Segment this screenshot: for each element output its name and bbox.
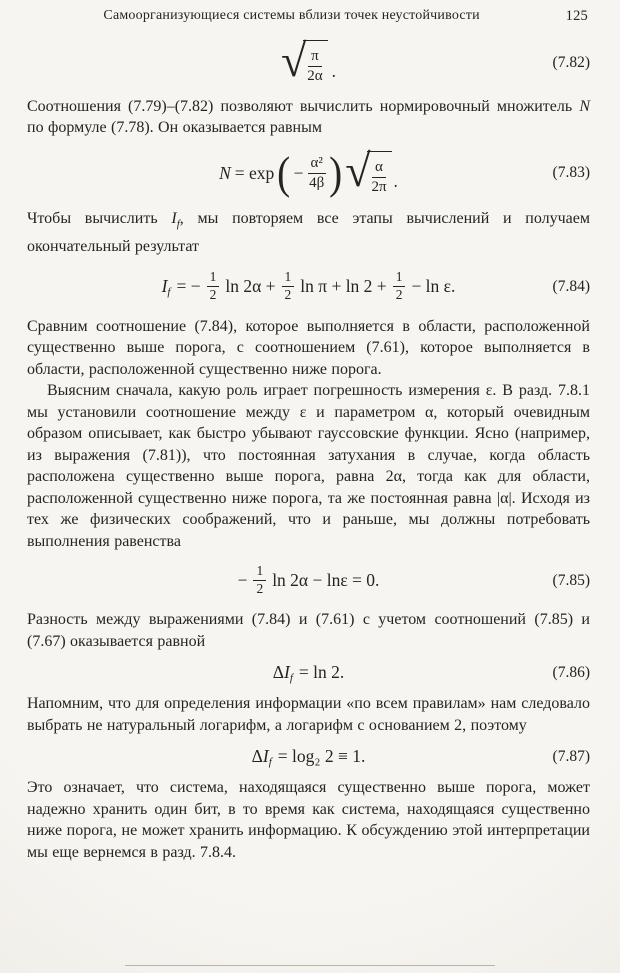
- equation-7-84: I $_f$ = − $\frac{1}{2}$ ln 2α + $\frac{1}{2}$ ln π + ln 2 + $\frac{1}{2}$ − ln ε. (7.84): [161, 269, 590, 303]
- equation-number: (7.83): [552, 164, 590, 182]
- paragraph: Чтобы вычислить $I_f$, мы повторяем все этапы вычислений и получаем окончательный результат: [27, 210, 590, 255]
- equation-number: (7.86): [552, 663, 590, 681]
- equation-7-86: Δ I $_f$ = ln 2. (7.86): [272, 662, 590, 685]
- fraction-half: $\frac{1}{2}$: [393, 270, 406, 303]
- equation-7-82: √ $\frac{\pi}{2\alpha}$ . (7.82): [281, 34, 590, 86]
- variable-If: I: [171, 210, 177, 227]
- equation-number: (7.82): [552, 53, 590, 71]
- square-root: √ $\frac{\pi}{2\alpha}$: [281, 40, 328, 86]
- fraction-half: $\frac{1}{2}$: [253, 564, 266, 597]
- equation-7-85: − $\frac{1}{2}$ ln 2α − lnε = 0. (7.85): [237, 563, 590, 597]
- fraction-half: $\frac{1}{2}$: [282, 270, 295, 303]
- page-header: [27, 8, 590, 28]
- square-root: √ $\frac{\alpha}{2\pi}$: [345, 151, 391, 197]
- variable-delta-If: Δ I $_f$: [251, 746, 272, 769]
- fraction-half: $\frac{1}{2}$: [207, 270, 220, 303]
- equation-7-83: N = exp ( − $\frac{\text{α²}}{4\beta}$ ) √ $\frac{\alpha}{2\pi}$ . (7.83): [219, 145, 590, 199]
- equation-number: (7.85): [552, 571, 590, 589]
- fraction: $\frac{\pi}{2\alpha}$: [307, 48, 323, 85]
- fraction: $\frac{\alpha}{2\pi}$: [371, 158, 387, 195]
- paragraph: Разность между выражениями (7.84) и (7.61) с учетом соотношений (7.85) и (7.67) оказывается равной: [27, 611, 590, 650]
- paragraph: Напомним, что для определения информации «по всем правилам» нам следовало выбрать не натуральный логарифм, а логарифм с основанием 2, поэтому: [27, 695, 590, 734]
- equation-number: (7.84): [552, 277, 590, 295]
- paragraph: Соотношения (7.79)–(7.82) позволяют вычислить нормировочный множитель N по формуле (7.78). Он оказывается равным: [27, 97, 590, 136]
- scan-artifact-line: [125, 965, 495, 966]
- variable-N: N: [579, 97, 590, 115]
- equation-7-87: Δ I $_f$ = log₂ 2 ≡ 1. (7.87): [251, 746, 590, 769]
- variable-If: I $_f$: [161, 276, 171, 299]
- paragraph: Сравним соотношение (7.84), которое выполняется в области, расположенной существенно выше порога, с соотношением (7.61), которое выполняется в области, расположенной существенно ниже порога.: [27, 317, 590, 378]
- page-number: 125: [565, 8, 588, 24]
- variable-delta-If: Δ I $_f$: [272, 662, 293, 685]
- fraction: $\frac{\text{α²}}{4\beta}$: [309, 154, 325, 191]
- paragraph: Выясним сначала, какую роль играет погрешность измерения ε. В разд. 7.8.1 мы установили соотношение между ε и параметром α, который очевидным образом описывает, как быстро убывают гауссовские функции. Ясно (например, из выражения (7.81)), что постоянная затухания в случае, когда область расположена существенно выше порога, равна 2α, тогда как для области, расположенной существенно ниже порога, та же постоянная равна |α|. Исходя из тех же физических соображений, что и раньше, мы должны потребовать выполнения равенства: [27, 382, 590, 550]
- variable-N: N: [219, 162, 231, 183]
- equation-number: (7.87): [552, 747, 590, 765]
- paragraph: Это означает, что система, находящаяся существенно выше порога, может надежно хранить один бит, в то время как система, находящаяся существенно ниже порога, не может хранить информацию. К обсуждению этой интерпретации мы еще вернемся в разд. 7.8.4.: [27, 779, 590, 861]
- running-title: Самоорганизующиеся системы вблизи точек неустойчивости: [103, 8, 480, 23]
